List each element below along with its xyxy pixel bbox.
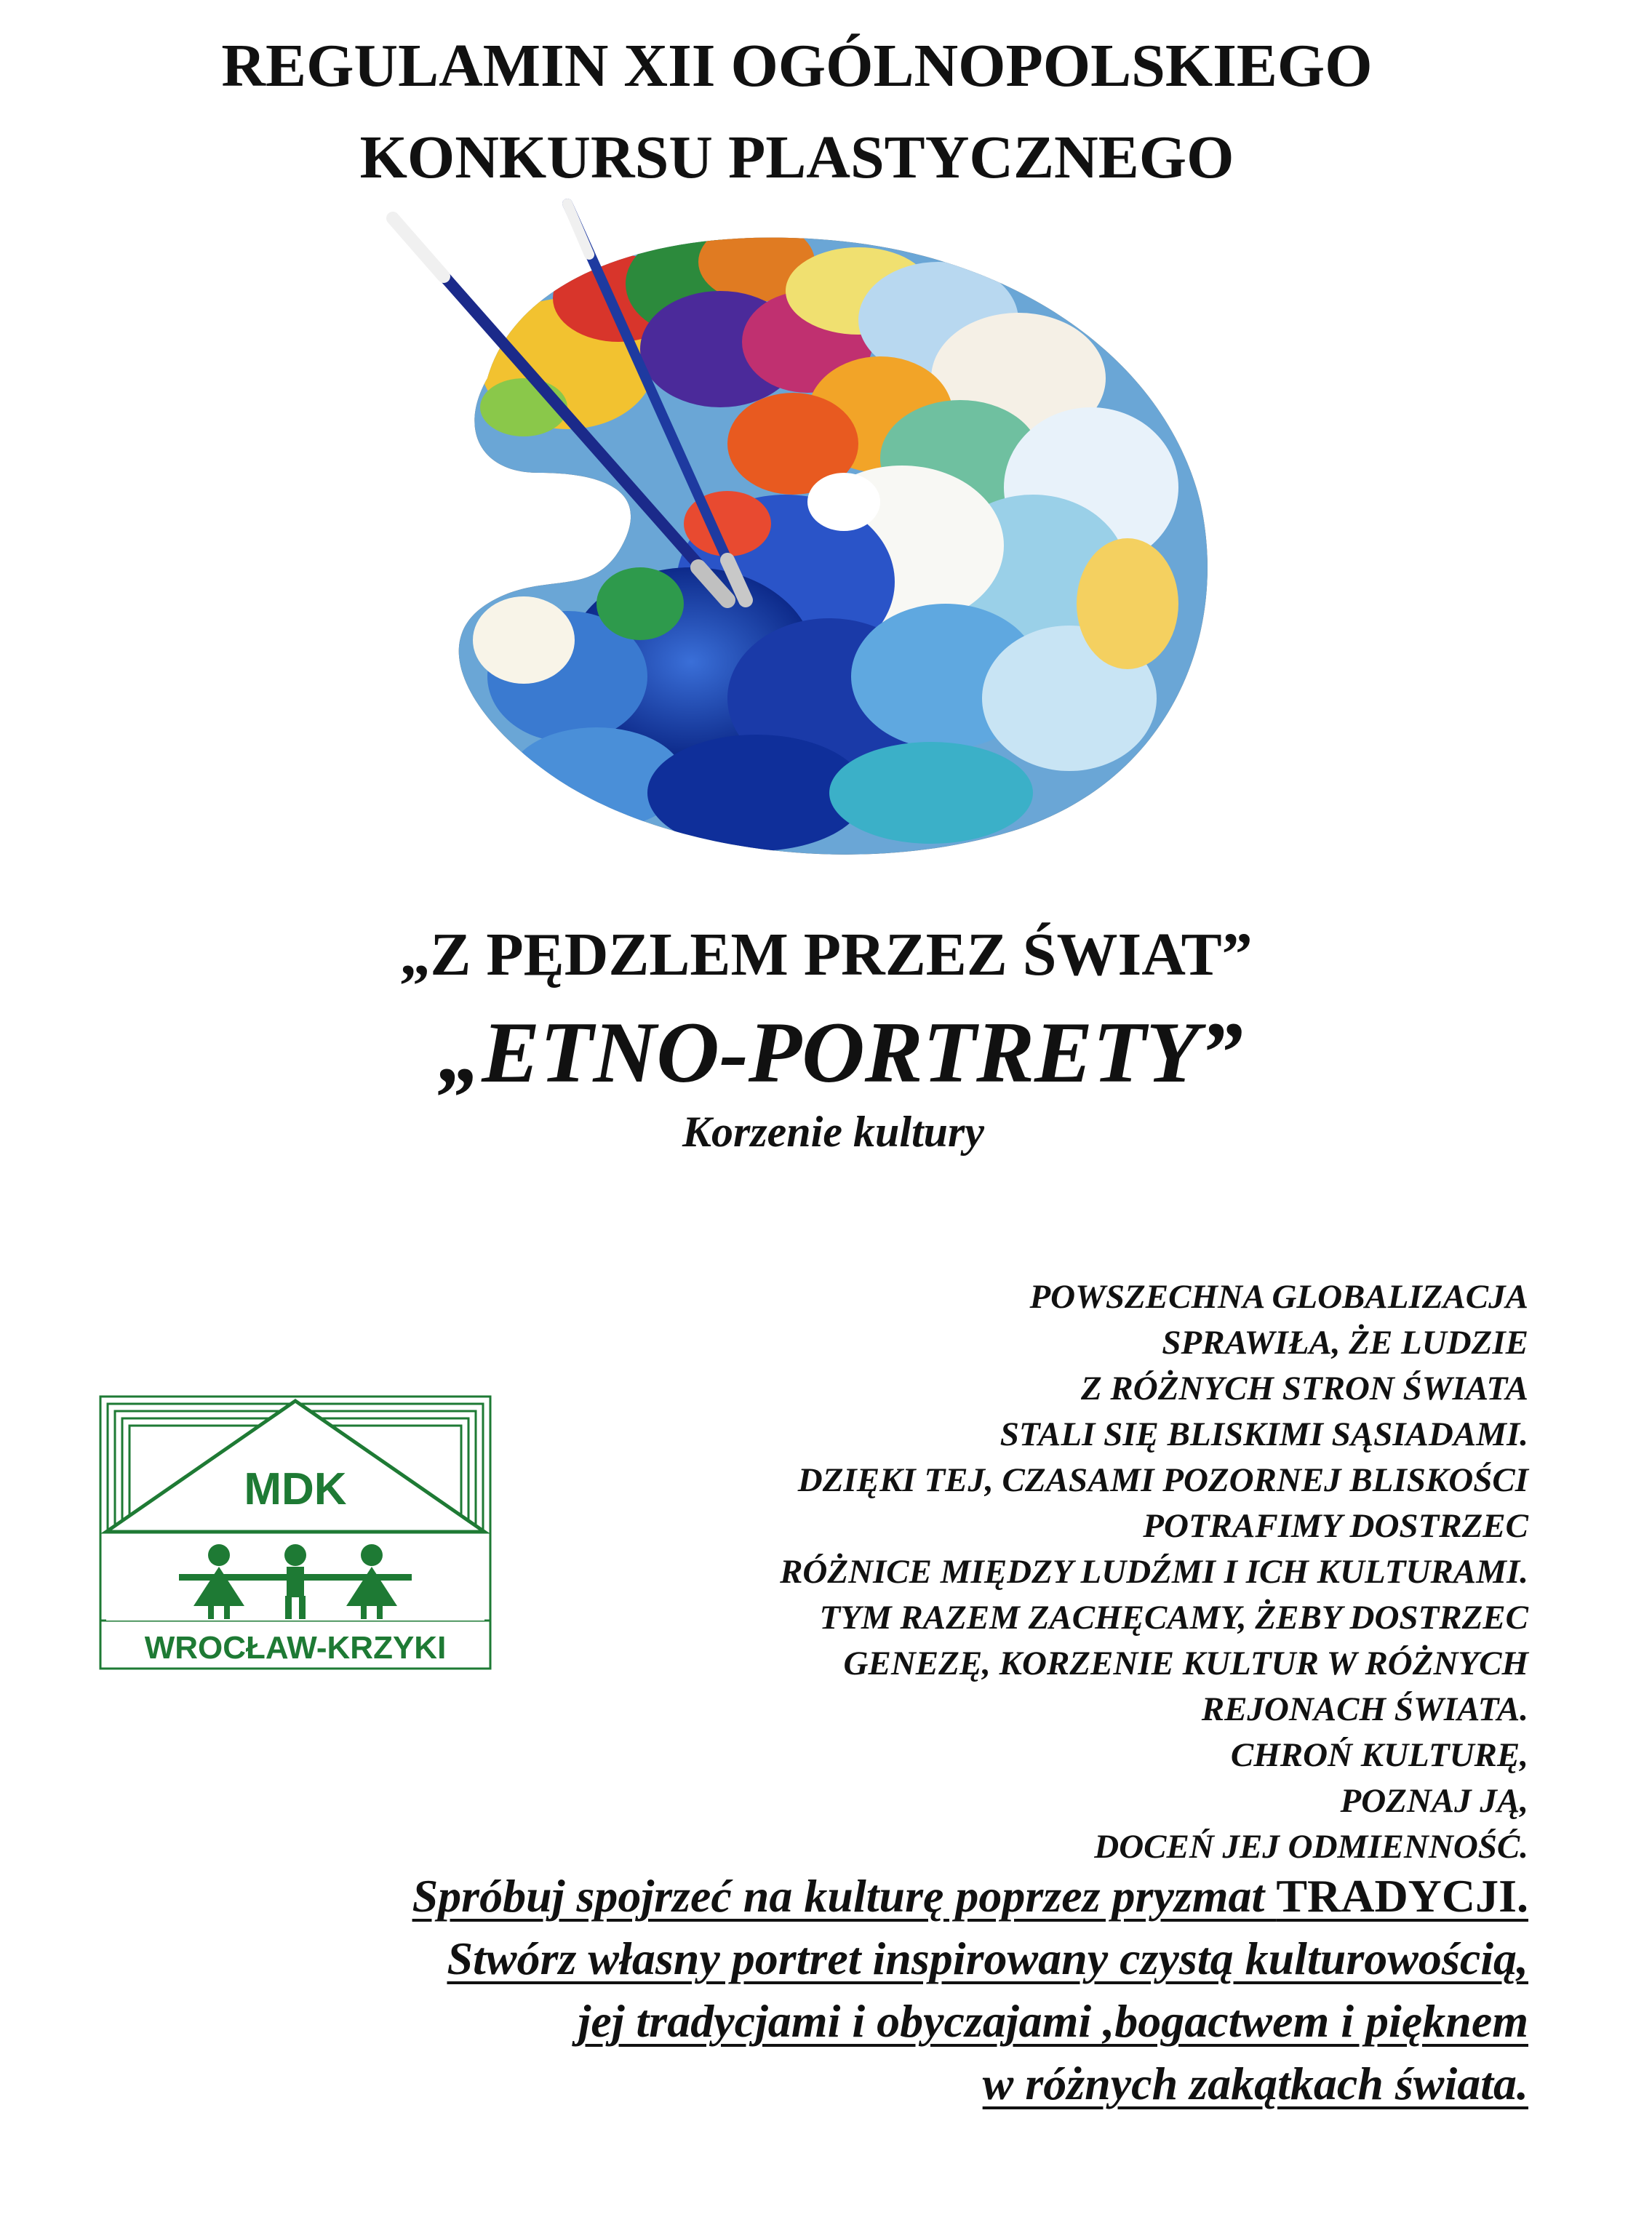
document-title [0,20,1652,204]
call-line-1-text: Spróbuj spojrzeć na kulturę poprzez pryzmat [412,1870,1277,1922]
paint-palette-illustration [378,196,1251,880]
mdk-logo [99,1395,492,1670]
logo-bottom-text: WROCŁAW-KRZYKI [144,1630,447,1666]
intro-line: POTRAFIMY DOSTRZEC [1143,1507,1528,1545]
intro-line: DZIĘKI TEJ, CZASAMI POZORNEJ BLISKOŚCI [797,1461,1528,1499]
intro-text [510,1274,1528,1870]
intro-line: REJONACH ŚWIATA. [1201,1690,1528,1728]
logo-top-text: MDK [244,1464,347,1514]
title-line-1: REGULAMIN XII OGÓLNOPOLSKIEGO [221,32,1373,100]
paint-palette-icon [378,196,1251,880]
intro-line: CHROŃ KULTURĘ, [1230,1736,1528,1774]
intro-line: DOCEŃ JEJ ODMIENNOŚĆ. [1094,1828,1528,1866]
call-line-1 [146,1865,1528,1928]
intro-line: POWSZECHNA GLOBALIZACJA [1029,1278,1528,1316]
intro-line: STALI SIĘ BLISKIMI SĄSIADAMI. [999,1415,1528,1453]
intro-line: Z RÓŻNYCH STRON ŚWIATA [1080,1370,1528,1407]
contest-subtitle: Korzenie kultury [682,1108,985,1156]
intro-line: TYM RAZEM ZACHĘCAMY, ŻEBY DOSTRZEC [819,1599,1528,1637]
contest-name: „Z PĘDZLEM PRZEZ ŚWIAT” [399,921,1253,988]
title-line-2: KONKURSU PLASTYCZNEGO [359,124,1234,191]
intro-line: GENEZĘ, KORZENIE KULTUR W RÓŻNYCH [843,1645,1528,1682]
intro-line: RÓŻNICE MIĘDZY LUDŹMI I ICH KULTURAMI. [780,1553,1528,1591]
intro-line: SPRAWIŁA, ŻE LUDZIE [1162,1324,1528,1362]
intro-line: POZNAJ JĄ, [1340,1782,1528,1820]
call-line-2: Stwórz własny portret inspirowany czystą kulturowością, [447,1933,1528,1984]
call-to-action [146,1865,1528,2115]
contest-theme: „ETNO-PORTRETY” [438,1004,1243,1100]
call-line-4: w różnych zakątkach świata. [982,2058,1528,2109]
call-line-3: jej tradycjami i obyczajami ,bogactwem i pięknem [578,1995,1528,2047]
call-line-1-emphasis: TRADYCJI. [1276,1870,1528,1922]
